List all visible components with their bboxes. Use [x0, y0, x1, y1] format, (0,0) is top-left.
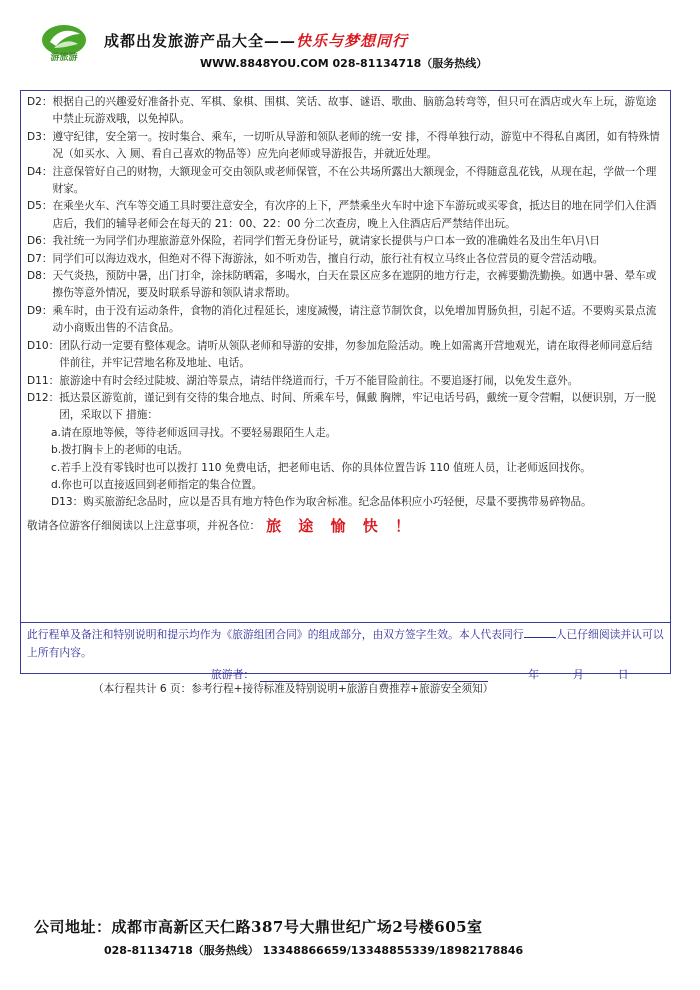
logo-text: 游旅游 — [50, 53, 78, 63]
header-title-text: 成都出发旅游产品大全—— — [104, 32, 297, 50]
sub-note: c.若手上没有零钱时也可以拨打 110 免费电话，把老师电话、你的具体位置告诉 110 值班人员，让老师返回找你。 — [51, 461, 591, 474]
contract-text-a: 此行程单及备注和特别说明和提示均作为《旅游组团合同》的组成部分，由双方签字生效。本人代表同行 — [27, 628, 524, 641]
note-code: D5： — [27, 200, 53, 213]
note-text: 同学们可以海边戏水，但绝对不得下海游泳，如不听劝告，擅自行动，旅行社有权立马终止各位营员的夏令营活动哦。 — [52, 252, 604, 265]
note-item — [27, 268, 663, 303]
year-label: 年 — [528, 668, 539, 681]
note-item — [27, 338, 663, 373]
note-code: D10： — [27, 339, 60, 352]
signature-row — [211, 667, 629, 682]
note-code: D7： — [27, 252, 53, 265]
note-text: 天气炎热，预防中暑，出门打伞，涂抹防晒霜，多喝水，白天在景区应多在遮阴的地方行走，衣裤要勤洗勤换。如遇中暑、晕车或擦伤等意外情况，要及时联系导游和领队请求帮助。 — [52, 270, 657, 300]
note-item — [27, 129, 663, 164]
note-text: 遵守纪律，安全第一。按时集合、乘车，一切听从导游和领队老师的统一安 排，不得单独行动，游览中不得私自离团，如有特殊情况（如买水、入 厕、看自己喜欢的物品等）应先向老师或导游报告，并就近处理。 — [52, 130, 660, 161]
note-text: 注意保管好自己的财物，大额现金可交由领队或老师保管，不在公共场所露出大额现金，不得随意乱花钱，从现在起，学做一个理财家。 — [52, 165, 657, 196]
signer-label: 旅游者： — [211, 668, 255, 681]
note-item — [27, 251, 663, 268]
note-code: D8： — [27, 270, 53, 283]
note-code: D12： — [27, 391, 60, 404]
sub-note: a.请在原地等候，等待老师返回寻找。不要轻易跟陌生人走。 — [51, 426, 337, 439]
note-item — [27, 94, 663, 129]
note-code: D9： — [27, 304, 53, 317]
pages-note: （本行程共计 6 页：参考行程+接待标准及特别说明+旅游自费推荐+旅游安全须知） — [93, 683, 494, 695]
note-code: D6： — [27, 235, 53, 248]
note-item — [27, 198, 663, 233]
wish-highlight: 旅 途 愉 快 ！ — [266, 516, 416, 535]
month-label: 月 — [572, 668, 584, 681]
note-code: D11： — [27, 374, 60, 387]
safety-notes-box — [20, 90, 671, 681]
note-text: 旅游途中有时会经过陡坡、湖泊等景点，请结伴绕道而行，千万不能冒险前往。不要追逐打闹，以免发生意外。 — [59, 374, 579, 387]
wish-line — [27, 518, 663, 535]
note-text: 乘车时，由于没有运动条件，食物的消化过程延长，速度减慢，请注意节制饮食，以免增加胃肠负担，引起不适。不要购买景点流动小商贩出售的不洁食品。 — [52, 304, 657, 335]
company-logo — [40, 22, 88, 64]
contract-statement — [27, 626, 667, 661]
sub-note: b.拨打胸卡上的老师的电话。 — [51, 444, 189, 457]
group-count-blank[interactable] — [524, 637, 556, 638]
notes-list — [27, 94, 663, 535]
note-code: D4： — [27, 165, 53, 178]
note-item — [27, 373, 663, 390]
note-text: 在乘坐火车、汽车等交通工具时要注意安全，有次序的上下，严禁乘坐火车时中途下车游玩或买零食，抵达目的地在同学们入住酒店后，我们的辅导老师会在每天的 21：00、22：00 分二次查房，晚上入住酒店后严禁结伴出玩。 — [52, 200, 657, 230]
note-text: 我社统一为同学们办理旅游意外保险，若同学们暂无身份证号，就请家长提供与户口本一致的准确姓名及出生年\月\日 — [52, 235, 600, 248]
note-text: 根据自己的兴趣爱好准备扑克、军棋、象棋、围棋、笑话、故事、谜语、歌曲、脑筋急转弯等，但只可在酒店或火车上玩，游览途中禁止玩游戏哦，以免掉队。 — [52, 96, 657, 126]
footer-address: 公司地址：成都市高新区天仁路387号大鼎世纪广场2号楼605室 — [34, 918, 483, 936]
header-title — [104, 30, 408, 51]
day-label: 日 — [617, 668, 629, 681]
contract-text-b: 人已仔细阅读并认可以上所有内容。 — [27, 628, 664, 659]
section-divider — [21, 622, 670, 623]
header-slogan: 快乐与梦想同行 — [296, 32, 409, 50]
page-header — [0, 0, 700, 88]
sub-note: d.你也可以直接返回到老师指定的集合位置。 — [51, 478, 263, 491]
sub-note: D13：购买旅游纪念品时，应以是否具有地方特色作为取舍标准。纪念品体积应小巧轻便，尽量不要携带易碎物品。 — [51, 496, 592, 509]
wish-text: 敬请各位游客仔细阅读以上注意事项，并祝各位： — [27, 519, 261, 532]
footer-phones: 028-81134718（服务热线） 13348866659/13348855339/18982178846 — [104, 944, 524, 957]
note-text: 团队行动一定要有整体观念。请听从领队老师和导游的安排，勿参加危险活动。晚上如需离开营地观光，请在取得老师同意后结伴前往，并牢记营地名称及地址、电话。 — [59, 339, 653, 370]
note-code: D3： — [27, 130, 53, 143]
note-code: D2： — [27, 96, 53, 108]
note-item — [27, 233, 663, 250]
note-item — [27, 390, 663, 425]
header-contact: WWW.8848YOU.COM 028-81134718（服务热线） — [200, 57, 488, 70]
note-item — [27, 164, 663, 199]
note-item — [27, 303, 663, 338]
note-text: 抵达景区游览前，谨记到有交待的集合地点、时间、所乘车号，佩戴 胸牌，牢记电话号码，戴统一夏令营帽，以便识别，万一脱团，采取以下 措施： — [59, 391, 656, 422]
